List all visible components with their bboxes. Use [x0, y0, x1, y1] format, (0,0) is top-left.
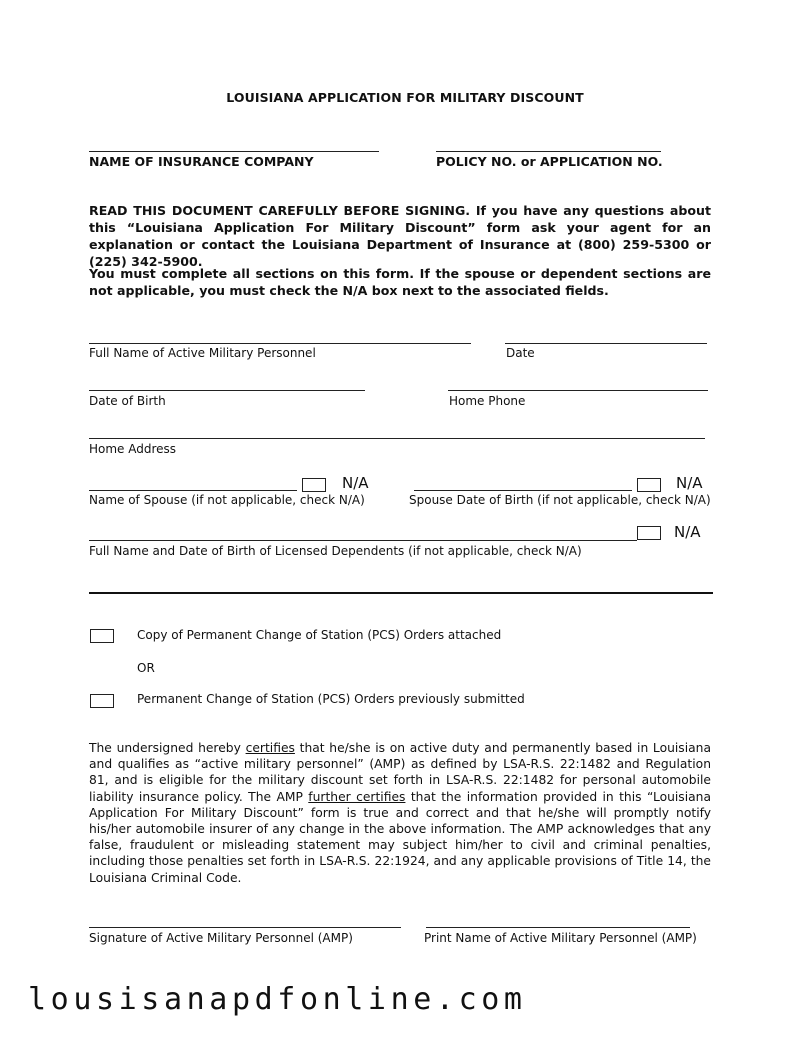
home-address-label: Home Address	[89, 442, 177, 456]
pcs-or-label: OR	[137, 661, 155, 675]
spouse-name-label: Name of Spouse (if not applicable, check N/A)	[89, 493, 365, 507]
full-name-line[interactable]	[89, 343, 471, 344]
cert-text-2: that he/she is on active duty and permanently based in Louisiana and qualifies as “active military personnel” (AMP) as defined by LSA-R.S. 22:1482 and Regulation 81, and is eligible for the military discount set forth in LSA-R.S. 22:1482 for personal automobile liability insurance policy. The AMP	[89, 741, 711, 804]
cert-certifies: certifies	[245, 741, 295, 755]
dependents-line[interactable]	[89, 540, 637, 541]
home-phone-label: Home Phone	[449, 394, 526, 408]
cert-further-certifies: further certifies	[308, 789, 406, 804]
home-phone-line[interactable]	[448, 390, 708, 391]
dependents-na-checkbox[interactable]	[637, 526, 661, 540]
date-label: Date	[506, 346, 535, 360]
print-name-label: Print Name of Active Military Personnel (AMP)	[424, 931, 697, 945]
pcs-attached-checkbox[interactable]	[90, 629, 114, 643]
cert-text-3: that the information provided in this “Louisiana Application For Military Discount” form is true and correct and that he/she will promptly notify his/her automobile insurer of any change in the above information. The AMP acknowledges that any false, fraudulent or misleading statement may subject him/her to civil and criminal penalties, including those penalties set forth in LSA-R.S. 22:1924, and any applicable provisions of Title 14, the Louisiana Criminal Code.	[89, 789, 711, 885]
dependents-extra-line[interactable]	[89, 592, 713, 594]
print-name-line[interactable]	[426, 927, 690, 928]
company-label: NAME OF INSURANCE COMPANY	[89, 154, 314, 169]
full-name-label: Full Name of Active Military Personnel	[89, 346, 316, 360]
instructions-read: READ THIS DOCUMENT CAREFULLY BEFORE SIGNING. If you have any questions about this “Louisiana Application For Military Discount” form ask your agent for an explanation or contact the Louisiana Department of Insurance at (800) 259-5300 or (225) 342-5900.	[89, 203, 711, 269]
spouse-dob-label: Spouse Date of Birth (if not applicable, check N/A)	[409, 493, 711, 507]
spouse-name-na-label: N/A	[342, 474, 369, 492]
dependents-na-label: N/A	[674, 523, 701, 541]
date-line[interactable]	[505, 343, 707, 344]
policy-line[interactable]	[436, 151, 661, 152]
pcs-submitted-checkbox[interactable]	[90, 694, 114, 708]
spouse-dob-na-label: N/A	[676, 474, 703, 492]
dependents-label: Full Name and Date of Birth of Licensed Dependents (if not applicable, check N/A)	[89, 544, 582, 558]
spouse-name-na-checkbox[interactable]	[302, 478, 326, 492]
company-line[interactable]	[89, 151, 379, 152]
signature-line[interactable]	[89, 927, 401, 928]
spouse-dob-na-checkbox[interactable]	[637, 478, 661, 492]
spouse-dob-line[interactable]	[414, 490, 632, 491]
dob-line[interactable]	[89, 390, 365, 391]
dob-label: Date of Birth	[89, 394, 166, 408]
pcs-submitted-label: Permanent Change of Station (PCS) Orders previously submitted	[137, 692, 525, 706]
signature-label: Signature of Active Military Personnel (AMP)	[89, 931, 353, 945]
form-title: LOUISIANA APPLICATION FOR MILITARY DISCOUNT	[226, 90, 584, 105]
policy-label: POLICY NO. or APPLICATION NO.	[436, 154, 663, 169]
spouse-name-line[interactable]	[89, 490, 297, 491]
cert-text-1: The undersigned hereby	[89, 741, 246, 755]
site-watermark: lousisanapdfonline.com	[28, 982, 527, 1017]
certification-paragraph	[89, 740, 711, 886]
instructions-complete: You must complete all sections on this form. If the spouse or dependent sections are not applicable, you must check the N/A box next to the associated fields.	[89, 266, 711, 298]
home-address-line[interactable]	[89, 438, 705, 439]
pcs-attached-label: Copy of Permanent Change of Station (PCS) Orders attached	[137, 628, 502, 642]
